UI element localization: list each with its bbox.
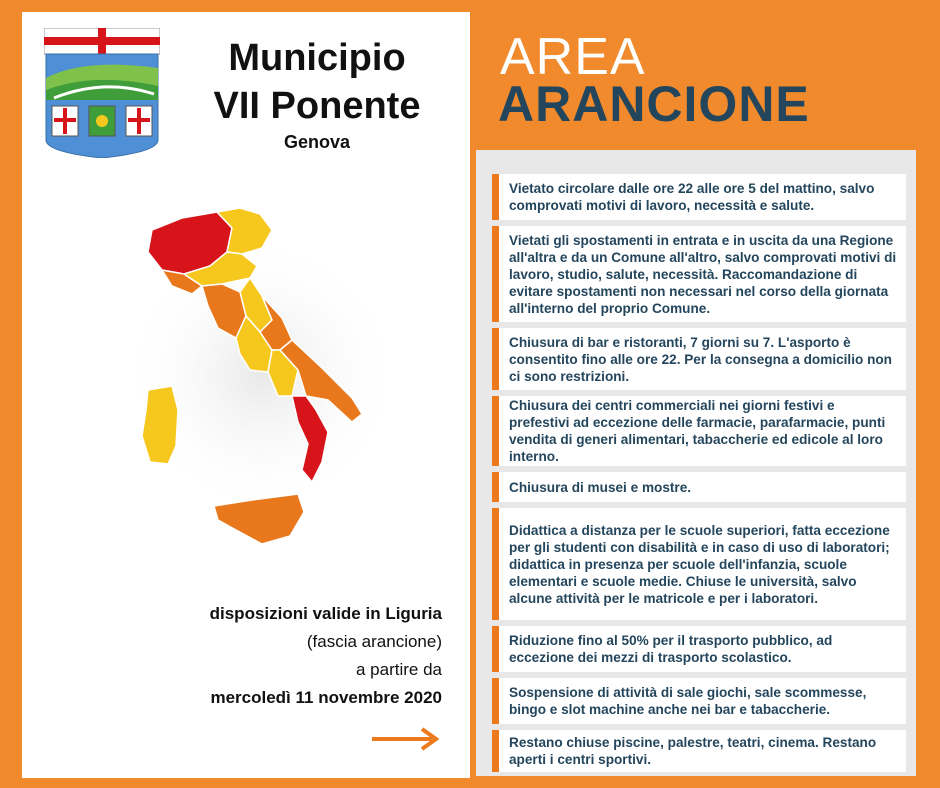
- page-title: [172, 34, 462, 130]
- info-line-3: a partire da: [356, 660, 442, 679]
- city-name: Genova: [283, 132, 351, 152]
- arrow-right-icon: [372, 726, 442, 752]
- area-label: AREA: [500, 28, 646, 86]
- title-line-2: VII Ponente: [213, 85, 421, 127]
- left-panel: [22, 12, 470, 778]
- rule-item: Chiusura di musei e mostre.: [492, 472, 906, 502]
- municipio-crest-logo: [44, 28, 160, 158]
- area-zone-label: ARANCIONE: [498, 76, 810, 132]
- rule-item: Chiusura di bar e ristoranti, 7 giorni su 7. L'asporto è consentito fino alle ore 22. Per la consegna a domicilio non ci sono restrizioni.: [492, 328, 906, 390]
- info-line-2: (fascia arancione): [306, 632, 442, 651]
- rule-item: Restano chiuse piscine, palestre, teatri, cinema. Restano aperti i centri sportivi.: [492, 730, 906, 772]
- validity-info: [112, 600, 442, 712]
- rule-item: Chiusura dei centri commerciali nei giorni festivi e prefestivi ad eccezione delle farmacie, parafarmacie, punti vendita di generi alimentari, tabaccherie ed edicole al loro interno.: [492, 396, 906, 466]
- title-line-1: Municipio: [228, 37, 406, 79]
- rules-list: [476, 150, 916, 776]
- map-region-sardegna: [142, 386, 178, 464]
- rule-item: Vietati gli spostamenti in entrata e in uscita da una Regione all'altra e da un Comune all'altro, salvo comprovati motivi di lavoro, studio, salute, necessità. Raccomandazione di evitare spostamenti non necessari nel corso della giornata all'interno del proprio Comune.: [492, 226, 906, 322]
- rule-item: Riduzione fino al 50% per il trasporto pubblico, ad eccezione dei mezzi di trasporto scolastico.: [492, 626, 906, 672]
- info-line-4: mercoledì 11 novembre 2020: [210, 688, 442, 707]
- rule-item: Didattica a distanza per le scuole superiori, fatta eccezione per gli studenti con disabilità e in caso di uso di laboratori; didattica in presenza per scuole dell'infanzia, scuole elementari e scuole medie. Chiuse le università, salvo alcune attività per le matricole e per i laboratori.: [492, 508, 906, 620]
- italy-zones-map: [122, 200, 412, 570]
- rule-item: Sospensione di attività di sale giochi, sale scommesse, bingo e slot machine anche nei bar e tabaccherie.: [492, 678, 906, 724]
- info-line-1: disposizioni valide in Liguria: [209, 604, 442, 623]
- rule-item: Vietato circolare dalle ore 22 alle ore 5 del mattino, salvo comprovati motivi di lavoro, necessità e salute.: [492, 174, 906, 220]
